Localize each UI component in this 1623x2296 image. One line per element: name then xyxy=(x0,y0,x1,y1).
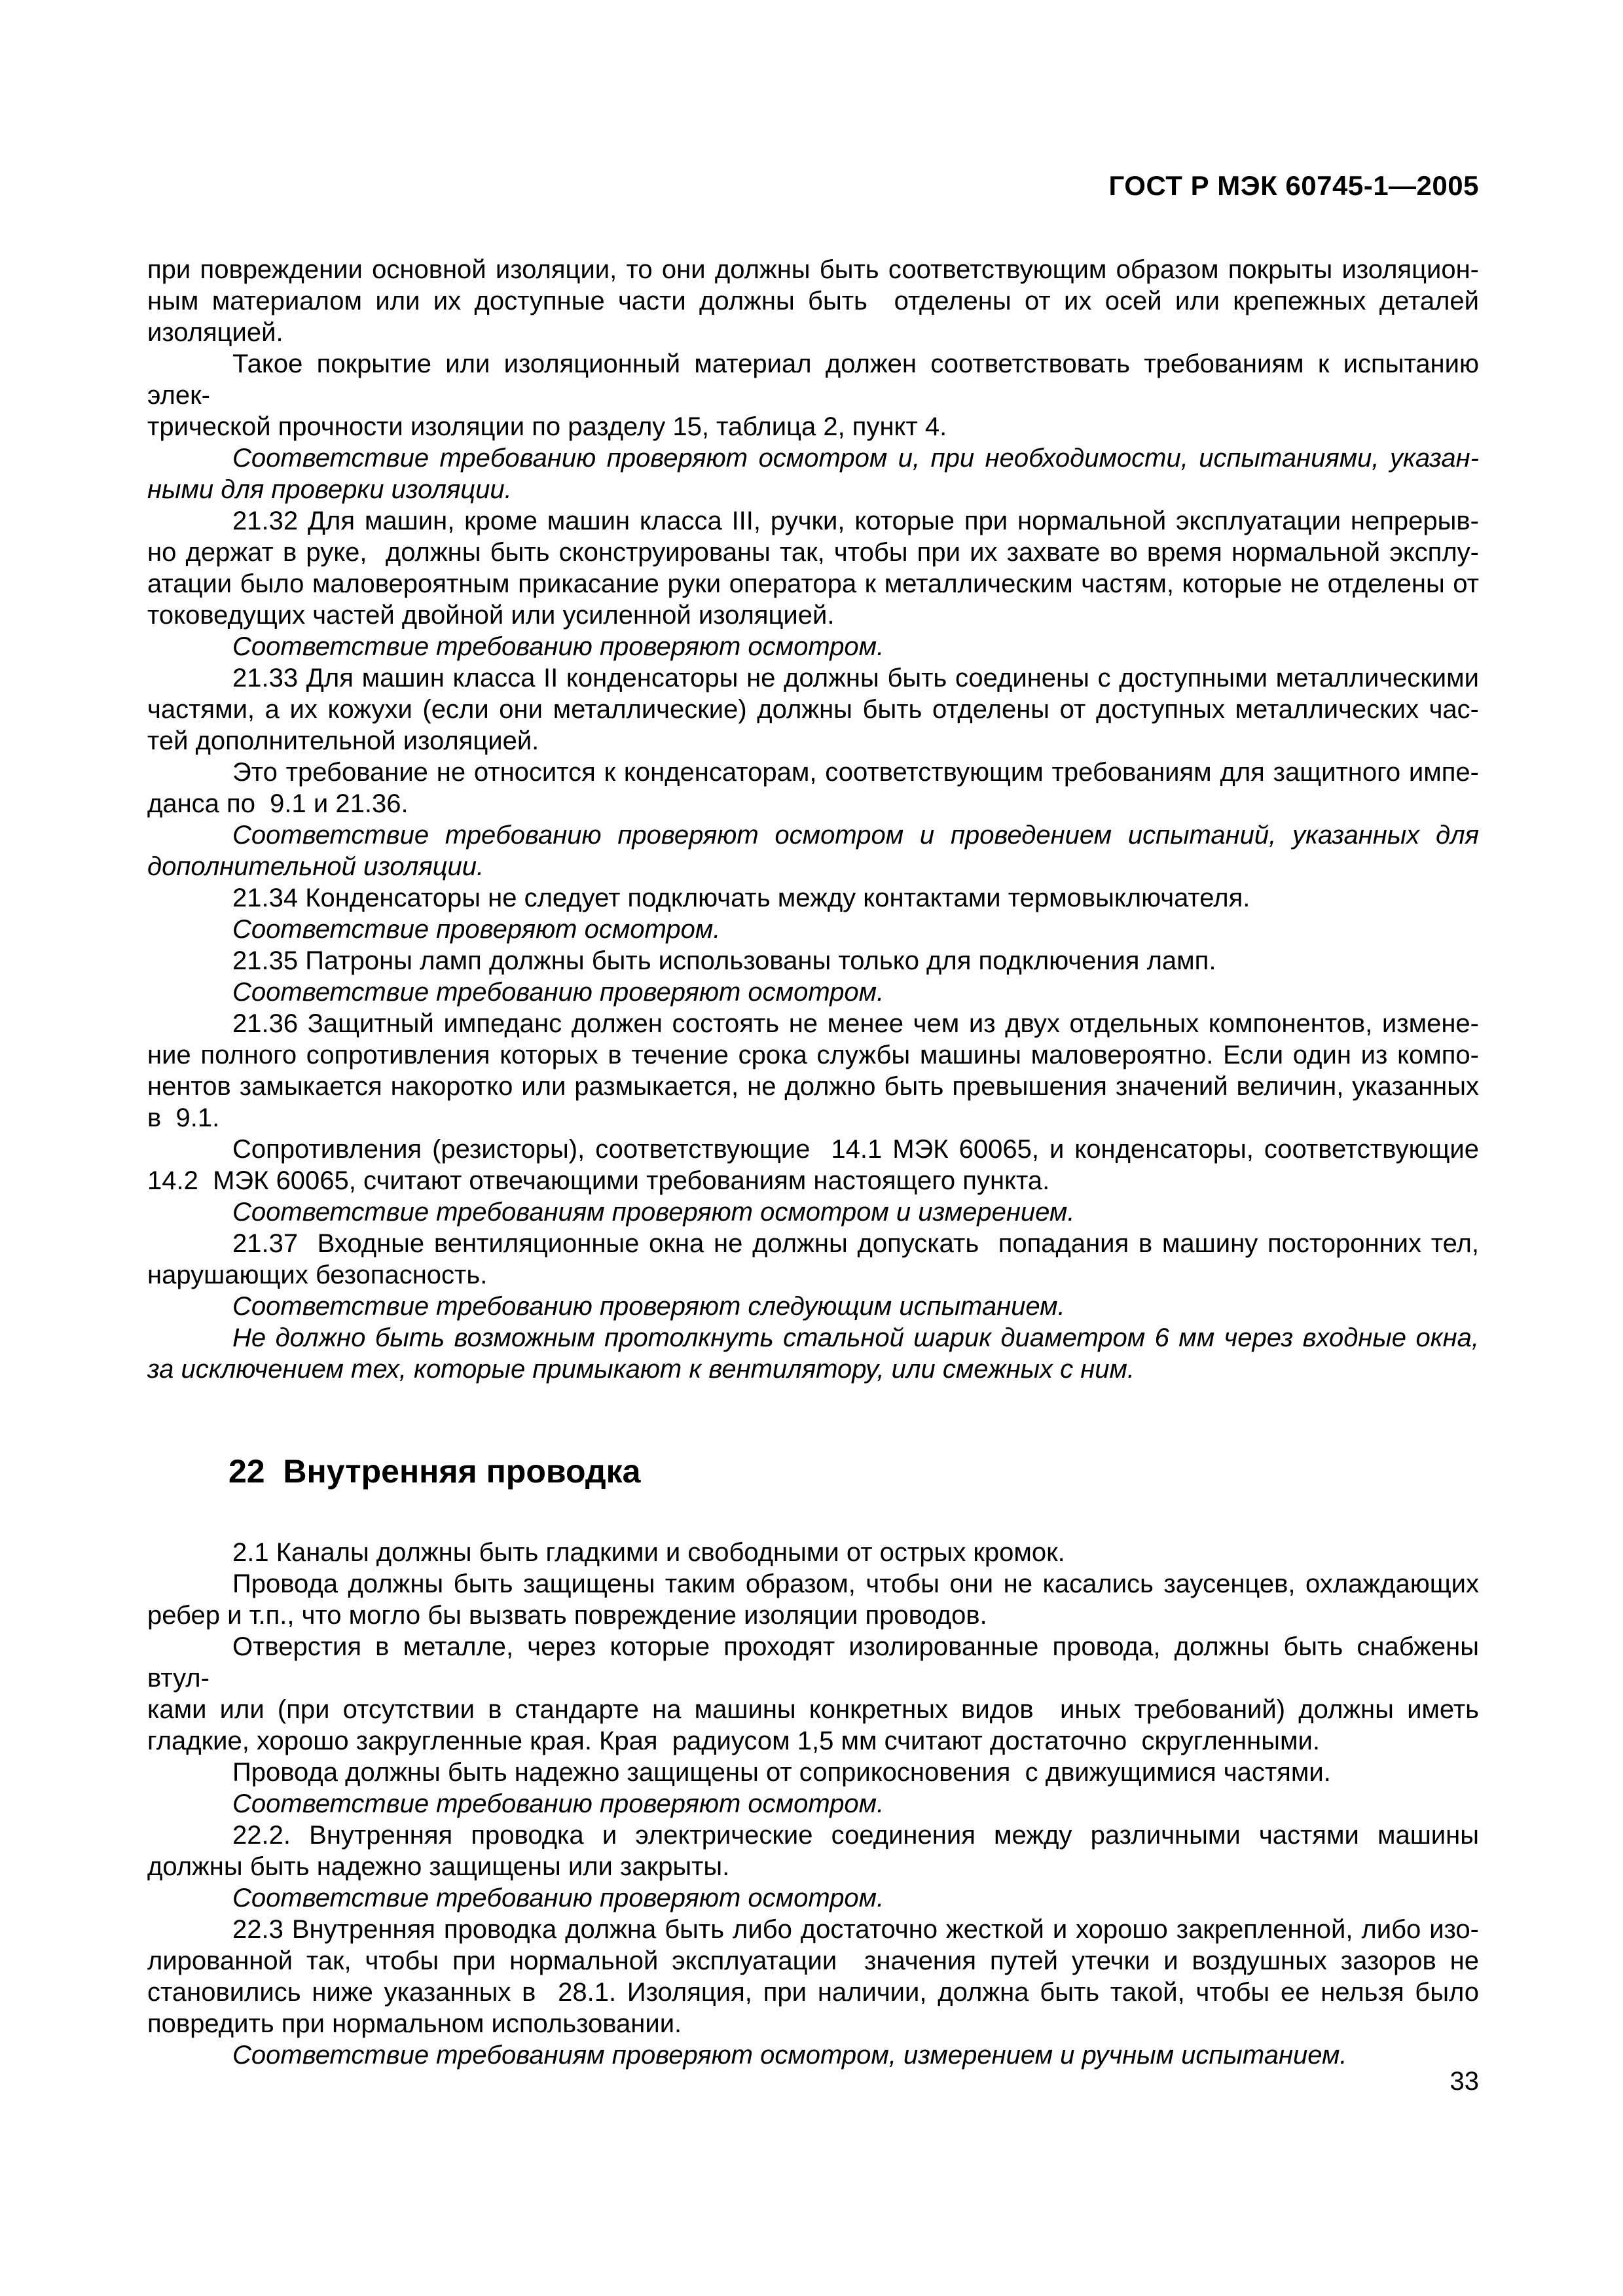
body-paragraph xyxy=(147,505,1479,631)
body-text-block-before-heading xyxy=(147,254,1487,1385)
text-line: но держат в руке, должны быть сконструированы так, чтобы при их захвате во время нормальной эксплу- xyxy=(147,538,1479,567)
text-line: в 9.1. xyxy=(147,1103,220,1132)
compliance-clause-paragraph xyxy=(147,2039,1479,2071)
text-line: изоляцией. xyxy=(147,318,283,347)
body-paragraph xyxy=(147,348,1487,442)
text-line: 21.36 Защитный импеданс должен состоять не менее чем из двух отдельных компонентов, измене- xyxy=(232,1009,1479,1038)
text-line: Провода должны быть защищены таким образом, чтобы они не касались заусенцев, охлаждающих xyxy=(232,1570,1479,1598)
text-line: нарушающих безопасность. xyxy=(147,1261,488,1289)
text-line: Соответствие проверяют осмотром. xyxy=(232,915,721,944)
text-line: Не должно быть возможным протолкнуть стальной шарик диаметром 6 мм через входные окна, xyxy=(232,1323,1479,1352)
text-line: ребер и т.п., что могло бы вызвать повреждение изоляции проводов. xyxy=(147,1601,987,1630)
text-line: 22.2. Внутренняя проводка и электрические соединения между различными частями машины xyxy=(232,1821,1479,1850)
text-line: 21.34 Конденсаторы не следует подключать между контактами термовыключателя. xyxy=(232,884,1250,912)
text-line: Соответствие требованиям проверяют осмотром и измерением. xyxy=(232,1198,1075,1227)
text-line: при повреждении основной изоляции, то они должны быть соответствующим образом покрыты изоляцион- xyxy=(147,255,1479,284)
text-line: Соответствие требованию проверяют осмотром. xyxy=(232,978,884,1007)
text-line: за исключением тех, которые примыкают к вентилятору, или смежных с ним. xyxy=(147,1355,1135,1384)
body-paragraph xyxy=(147,1134,1479,1196)
text-line: ние полного сопротивления которых в течение срока службы машины маловероятно. Если один из компо- xyxy=(147,1041,1479,1069)
text-line: 22.3 Внутренняя проводка должна быть либо достаточно жесткой и хорошо закрепленной, либо изо- xyxy=(232,1915,1479,1944)
page-number: 33 xyxy=(1450,2067,1479,2096)
text-line: Отверстия в металле, через которые проходят изолированные провода, должны быть снабжены втул- xyxy=(147,1632,1487,1693)
text-line: Такое покрытие или изоляционный материал должен соответствовать требованиям к испытанию элек- xyxy=(147,350,1487,410)
body-paragraph xyxy=(147,1568,1479,1631)
text-line: 21.32 Для машин, кроме машин класса III, ручки, которые при нормальной эксплуатации непрерыв- xyxy=(232,507,1479,535)
text-line: Это требование не относится к конденсаторам, соответствующим требованиям для защитного импе- xyxy=(232,758,1479,787)
compliance-clause-paragraph xyxy=(147,1196,1479,1228)
compliance-clause-paragraph xyxy=(147,1788,1479,1820)
text-line: Соответствие требованию проверяют следующим испытанием. xyxy=(232,1292,1065,1321)
compliance-clause-paragraph xyxy=(147,1882,1479,1914)
text-line: Провода должны быть надежно защищены от соприкосновения с движущимися частями. xyxy=(232,1758,1331,1787)
body-paragraph xyxy=(147,1757,1479,1788)
body-paragraph xyxy=(147,757,1479,819)
text-line: лированной так, чтобы при нормальной эксплуатации значения путей утечки и воздушных зазоров не xyxy=(147,1946,1479,1975)
text-line: 21.37 Входные вентиляционные окна не должны допускать попадания в машину посторонних тел, xyxy=(232,1229,1479,1258)
compliance-clause-paragraph xyxy=(147,914,1479,945)
body-paragraph xyxy=(147,882,1479,914)
compliance-clause-paragraph xyxy=(147,442,1479,505)
text-line: Соответствие требованиям проверяют осмотром, измерением и ручным испытанием. xyxy=(232,2041,1347,2070)
text-line: токоведущих частей двойной или усиленной изоляцией. xyxy=(147,601,835,630)
compliance-clause-paragraph xyxy=(147,631,1479,662)
text-line: данса по 9.1 и 21.36. xyxy=(147,789,409,818)
text-line: Сопротивления (резисторы), соответствующие 14.1 МЭК 60065, и конденсаторы, соответствующие xyxy=(232,1135,1479,1164)
text-line: Соответствие требованию проверяют осмотром. xyxy=(232,632,884,661)
text-line: 2.1 Каналы должны быть гладкими и свободными от острых кромок. xyxy=(232,1538,1065,1567)
body-paragraph xyxy=(147,1537,1479,1568)
body-paragraph xyxy=(147,1228,1479,1291)
text-line: тей дополнительной изоляцией. xyxy=(147,726,539,755)
text-line: повредить при нормальном использовании. xyxy=(147,2009,682,2038)
text-line: должны быть надежно защищены или закрыты. xyxy=(147,1852,730,1881)
text-line: Соответствие требованию проверяют осмотром и, при необходимости, испытаниями, указан- xyxy=(232,444,1479,473)
text-line: становились ниже указанных в 28.1. Изоляция, при наличии, должна быть такой, чтобы ее нельзя было xyxy=(147,1978,1479,2007)
text-line: гладкие, хорошо закругленные края. Края радиусом 1,5 мм считают достаточно скругленными. xyxy=(147,1727,1320,1755)
section-heading: 22 Внутренняя проводка xyxy=(228,1453,641,1490)
text-line: ками или (при отсутствии в стандарте на машины конкретных видов иных требований) должны иметь xyxy=(147,1695,1479,1724)
compliance-clause-paragraph xyxy=(147,977,1479,1008)
text-line: ным материалом или их доступные части должны быть отделены от их осей или крепежных деталей xyxy=(147,287,1479,315)
text-line: Соответствие требованию проверяют осмотром и проведением испытаний, указанных для xyxy=(232,821,1479,850)
body-text-block-after-heading xyxy=(147,1537,1487,2071)
text-line: 14.2 МЭК 60065, считают отвечающими требованиям настоящего пункта. xyxy=(147,1166,1050,1195)
text-line: 21.33 Для машин класса II конденсаторы не должны быть соединены с доступными металлическими xyxy=(232,664,1479,692)
text-line: трической прочности изоляции по разделу 15, таблица 2, пункт 4. xyxy=(147,412,947,441)
text-line: Соответствие требованию проверяют осмотром. xyxy=(232,1789,884,1818)
text-line: атации было маловероятным прикасание руки оператора к металлическим частям, которые не отделены от xyxy=(147,569,1479,598)
standard-designation-header: ГОСТ Р МЭК 60745-1—2005 xyxy=(1108,170,1479,201)
text-line: Соответствие требованию проверяют осмотром. xyxy=(232,1884,884,1912)
body-paragraph xyxy=(147,254,1479,348)
body-paragraph xyxy=(147,662,1479,757)
compliance-clause-paragraph xyxy=(147,1291,1479,1322)
compliance-clause-paragraph xyxy=(147,819,1479,882)
text-line: ными для проверки изоляции. xyxy=(147,475,512,504)
body-paragraph xyxy=(147,1914,1479,2039)
body-paragraph xyxy=(147,1631,1487,1757)
text-line: частями, а их кожухи (если они металлические) должны быть отделены от доступных металлических час- xyxy=(147,695,1479,724)
body-paragraph xyxy=(147,1820,1479,1882)
body-paragraph xyxy=(147,945,1479,977)
text-line: дополнительной изоляции. xyxy=(147,852,484,881)
text-line: нентов замыкается накоротко или размыкается, не должно быть превышения значений величин, указанных xyxy=(147,1072,1479,1101)
compliance-clause-paragraph xyxy=(147,1322,1479,1385)
body-paragraph xyxy=(147,1008,1479,1134)
text-line: 21.35 Патроны ламп должны быть использованы только для подключения ламп. xyxy=(232,946,1216,975)
